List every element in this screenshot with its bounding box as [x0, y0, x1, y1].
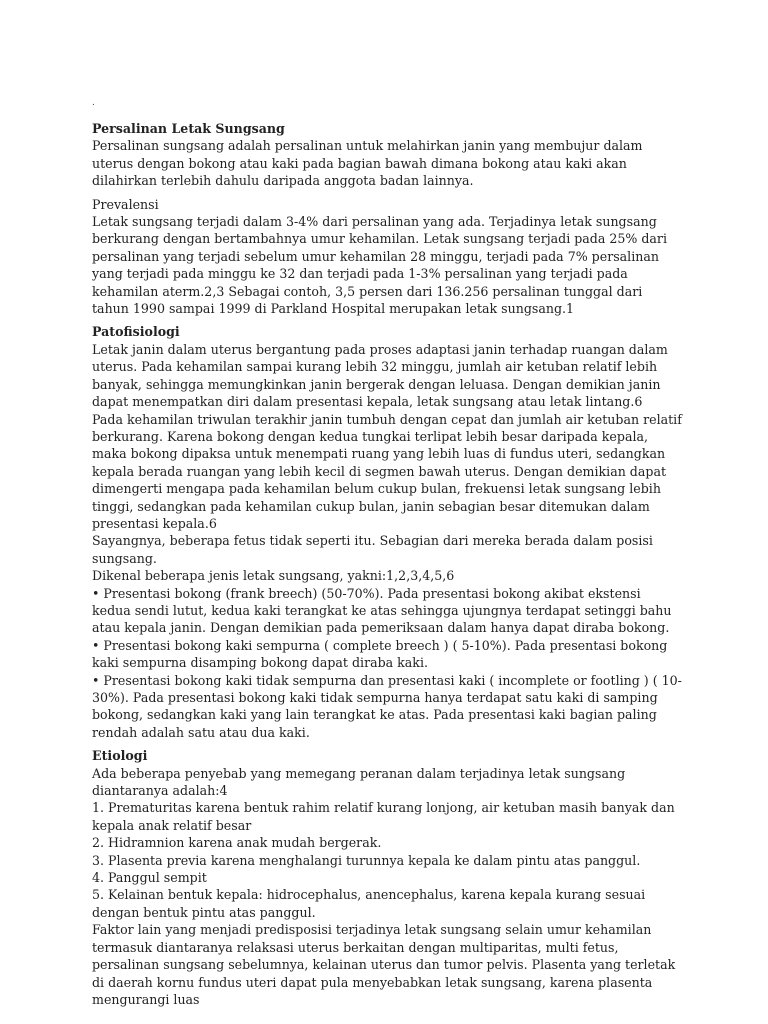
jenis-item-incomplete-breech: • Presentasi bokong kaki tidak sempurna dan presentasi kaki ( incomplete or footling ) ( 10-30%). Pada presentasi bokong kaki tidak sempurna hanya terdapat satu kaki di samping bokong, sedangkan kaki yang lain terangkat ke atas. Pada presentasi kaki bagian paling rendah adalah satu atau dua kaki.	[92, 672, 682, 740]
document-title: Persalinan Letak Sungsang	[92, 121, 285, 136]
patofisiologi-heading: Patofisiologi	[92, 324, 180, 340]
patofisiologi-paragraph-1: Letak janin dalam uterus bergantung pada proses adaptasi janin terhadap ruangan dalam uterus. Pada kehamilan sampai kurang lebih 32 minggu, jumlah air ketuban relatif lebih banyak, sehingga memungkinkan janin bergerak dengan leluasa. Dengan demikian janin dapat menempatkan diri dalam presentasi kepala, letak sungsang atau letak lintang.6	[92, 341, 668, 410]
jenis-item-complete-breech: • Presentasi bokong kaki sempurna ( complete breech ) ( 5-10%). Pada presentasi bokong kaki sempurna disamping bokong dapat diraba kaki.	[92, 637, 668, 671]
patofisiologi-paragraph-4: Dikenal beberapa jenis letak sungsang, yakni:1,2,3,4,5,6	[92, 568, 455, 584]
etiologi-heading: Etiologi	[92, 748, 148, 764]
patofisiologi-paragraph-2: Pada kehamilan triwulan terakhir janin tumbuh dengan cepat dan jumlah air ketuban relatif berkurang. Karena bokong dengan kedua tungkai terlipat lebih besar daripada kepala, maka bokong dipaksa untuk menempati ruang yang lebih luas di fundus uteri, sedangkan kepala berada ruangan yang lebih kecil di segmen bawah uterus. Dengan demikian dapat dimengerti mengapa pada kehamilan belum cukup bulan, frekuensi letak sungsang lebih tinggi, sedangkan pada kehamilan cukup bulan, janin sebagian besar ditemukan dalam presentasi kepala.6	[92, 411, 682, 531]
prevalensi-heading: Prevalensi	[92, 196, 159, 212]
etiologi-item-5: 5. Kelainan bentuk kepala: hidrocephalus, anencephalus, karena kepala kurang sesuai dengan bentuk pintu atas panggul.	[92, 887, 646, 920]
etiologi-intro: Ada beberapa penyebab yang memegang peranan dalam terjadinya letak sungsang diantaranya adalah:4	[92, 765, 626, 799]
etiologi-item-4: 4. Panggul sempit	[92, 870, 207, 886]
prevalensi-paragraph: Letak sungsang terjadi dalam 3-4% dari persalinan yang ada. Terjadinya letak sungsang berkurang dengan bertambahnya umur kehamilan. Letak sungsang terjadi pada 25% dari persalinan yang terjadi sebelum umur kehamilan 28 minggu, terjadi pada 7% persalinan yang terjadi pada minggu ke 32 dan terjadi pada 1-3% persalinan yang terjadi pada kehamilan aterm.2,3 Sebagai contoh, 3,5 persen dari 136.256 persalinan tunggal dari tahun 1990 sampai 1999 di Parkland Hospital merupakan letak sungsang.1	[92, 214, 667, 317]
etiologi-item-1: 1. Prematuritas karena bentuk rahim relatif kurang lonjong, air ketuban masih banyak dan kepala anak relatif besar	[92, 800, 675, 833]
document-page	[92, 96, 682, 1008]
etiologi-item-3: 3. Plasenta previa karena menghalangi turunnya kepala ke dalam pintu atas panggul.	[92, 852, 641, 868]
page-marker: .	[92, 98, 95, 108]
etiologi-closing-paragraph: Faktor lain yang menjadi predisposisi terjadinya letak sungsang selain umur kehamilan termasuk diantaranya relaksasi uterus berkaitan dengan multiparitas, multi fetus, persalinan sungsang sebelumnya, kelainan uterus dan tumor pelvis. Plasenta yang terletak di daerah kornu fundus uteri dapat pula menyebabkan letak sungsang, karena plasenta mengurangi luas	[92, 922, 676, 1007]
intro-paragraph: Persalinan sungsang adalah persalinan untuk melahirkan janin yang membujur dalam uterus dengan bokong atau kaki pada bagian bawah dimana bokong atau kaki akan dilahirkan terlebih dahulu daripada anggota badan lainnya.	[92, 138, 643, 189]
patofisiologi-paragraph-3: Sayangnya, beberapa fetus tidak seperti itu. Sebagian dari mereka berada dalam posisi sungsang.	[92, 533, 653, 566]
etiologi-item-2: 2. Hidramnion karena anak mudah bergerak.	[92, 835, 382, 851]
jenis-item-frank-breech: • Presentasi bokong (frank breech) (50-70%). Pada presentasi bokong akibat ekstensi kedua sendi lutut, kedua kaki terangkat ke atas sehingga ujungnya terdapat setinggi bahu atau kepala janin. Dengan demikian pada pemeriksaan dalam hanya dapat diraba bokong.	[92, 585, 672, 636]
